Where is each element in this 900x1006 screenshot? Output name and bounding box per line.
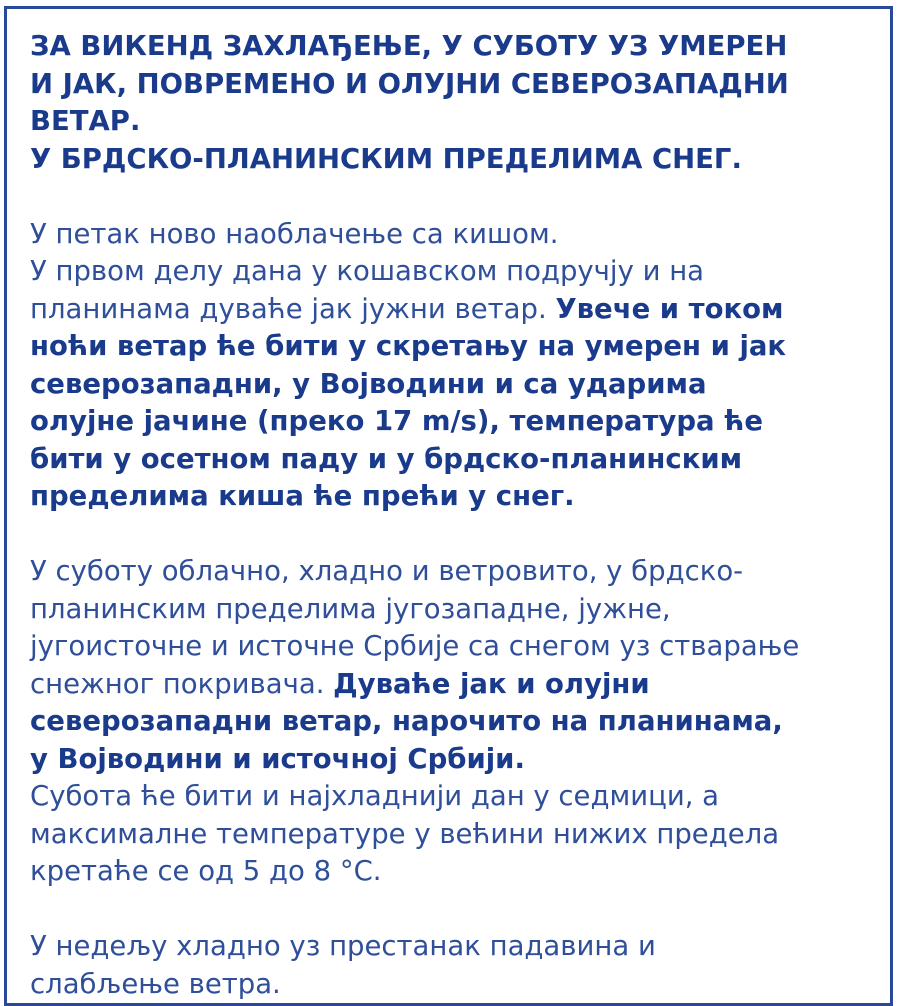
paragraph-line: југоисточне и источне Србије са снегом уз стварање [30, 630, 800, 662]
paragraph-bold-line: пределима киша ће прећи у снег. [30, 480, 575, 512]
paragraph-bold-line: олујне јачине (преко 17 m/s), температура ће [30, 405, 763, 437]
paragraph-text: планинама дуваће јак јужни ветар. [30, 292, 556, 325]
paragraph-line: кретаће се од 5 до 8 °C. [30, 855, 382, 887]
paragraph-line: слабљење ветра. [30, 967, 281, 1000]
friday-paragraph [30, 216, 890, 516]
paragraph-bold-line: бити у осетном паду и у брдско-планинским [30, 442, 743, 475]
paragraph-line: максималне температуре у већини нижих предела [30, 817, 780, 850]
paragraph-line: У недељу хладно уз престанак падавина и [30, 930, 656, 962]
headline-line: ВЕТАР. [30, 105, 141, 137]
paragraph-gap [30, 891, 890, 929]
paragraph-bold-line: северозападни ветар, нарочито на планинама, [30, 705, 783, 737]
paragraph-gap [30, 516, 890, 554]
paragraph-line: У петак ново наоблачење са кишом. [30, 217, 559, 250]
paragraph-bold-line: у Војводини и источној Србији. [30, 742, 525, 775]
paragraph-bold-line: ноћи ветар ће бити у скретању на умерен и јак [30, 330, 787, 362]
paragraph-gap [30, 178, 890, 216]
forecast-content [30, 28, 890, 1003]
headline-line: ЗА ВИКЕНД ЗАХЛАЂЕЊЕ, У СУБОТУ УЗ УМЕРЕН [30, 30, 788, 62]
saturday-paragraph [30, 553, 890, 891]
paragraph-line-mixed [30, 666, 890, 704]
paragraph-line: У првом делу дана у кошавском подручју и на [30, 255, 705, 287]
paragraph-bold-text: Увече и током [555, 292, 784, 325]
forecast-headline [30, 28, 890, 178]
paragraph-bold-text: Дуваће јак и олујни [333, 667, 650, 700]
headline-line: И ЈАК, ПОВРЕМЕНО И ОЛУЈНИ СЕВЕРОЗАПАДНИ [30, 67, 789, 100]
sunday-paragraph [30, 928, 890, 1003]
paragraph-line: У суботу облачно, хладно и ветровито, у брдско- [30, 555, 744, 587]
paragraph-line-mixed [30, 291, 890, 329]
paragraph-line: Субота ће бити и најхладнији дан у седмици, а [30, 780, 720, 812]
paragraph-bold-line: северозападни, у Војводини и са ударима [30, 367, 707, 400]
paragraph-text: снежног покривача. [30, 667, 334, 700]
headline-line: У БРДСКО-ПЛАНИНСКИМ ПРЕДЕЛИМА СНЕГ. [30, 142, 742, 175]
paragraph-line: планинским пределима југозападне, јужне, [30, 592, 671, 625]
